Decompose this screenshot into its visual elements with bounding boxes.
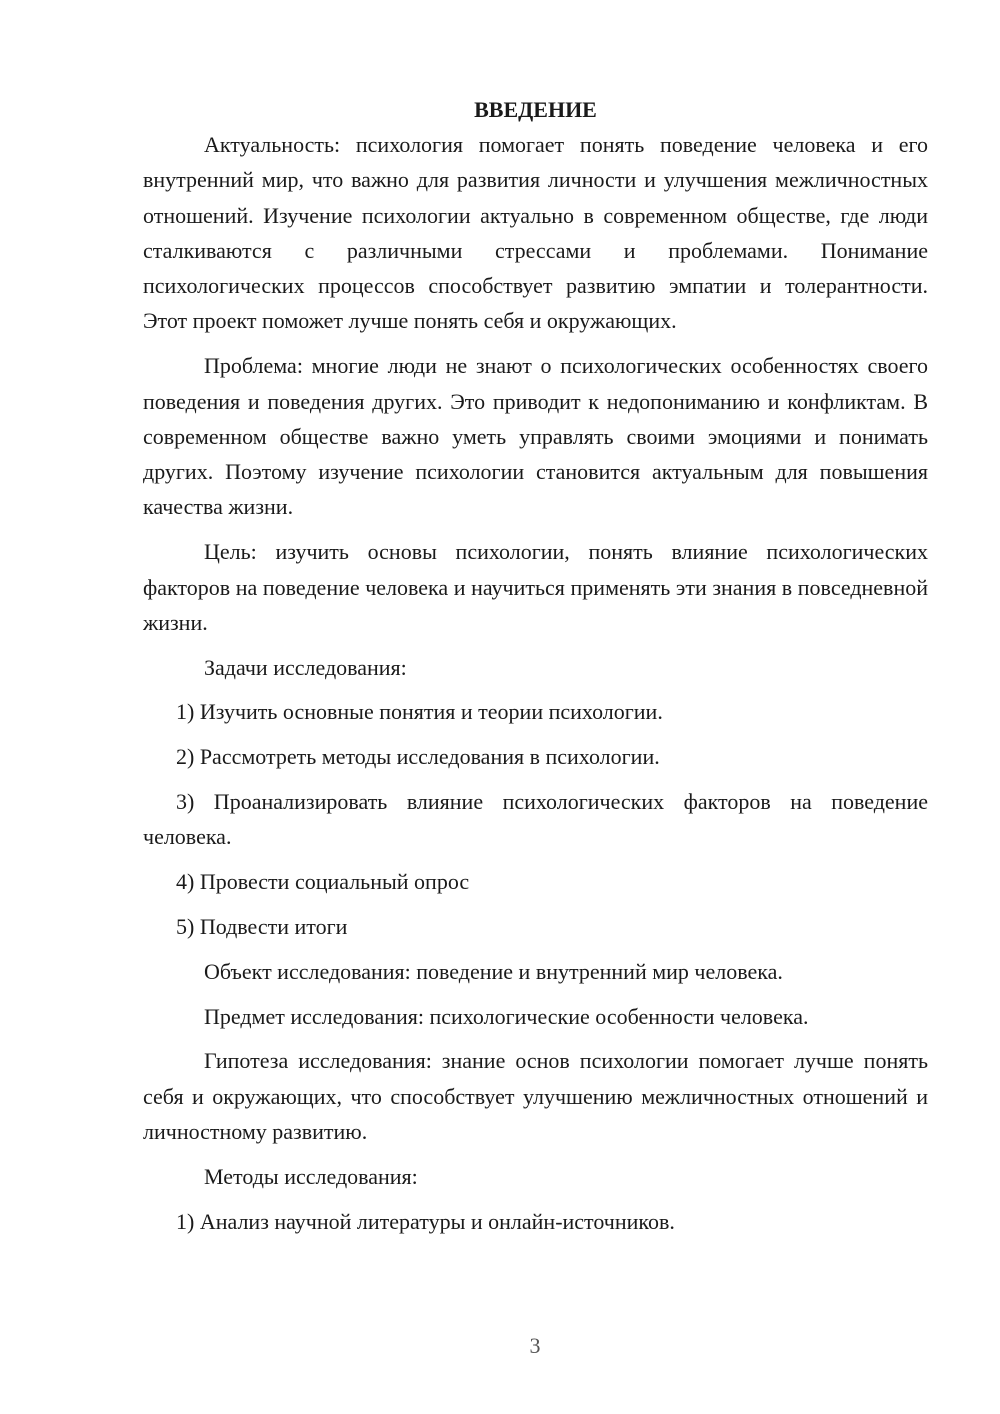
task-item: 3) Проанализировать влияние психологических факторов на поведение человека. [143,789,928,850]
subject-paragraph: Предмет исследования: психологические особенности человека. [204,1003,809,1029]
hypothesis-paragraph: Гипотеза исследования: знание основ психологии помогает лучше понять себя и окружающих, что способствует улучшению межличностных отношений и личностному развитию. [143,1048,928,1144]
methods-heading: Методы исследования: [204,1163,418,1189]
task-item: 2) Рассмотреть методы исследования в психологии. [176,744,660,770]
page-number: 3 [529,1333,541,1358]
task-item: 1) Изучить основные понятия и теории психологии. [176,699,663,725]
document-page [143,92,928,1248]
object-paragraph: Объект исследования: поведение и внутренний мир человека. [204,958,783,984]
goal-paragraph: Цель: изучить основы психологии, понять влияние психологических факторов на поведение человека и научиться применять эти знания в повседневной жизни. [143,539,928,635]
section-title: ВВЕДЕНИЕ [474,97,597,122]
relevance-paragraph: Актуальность: психология помогает понять поведение человека и его внутренний мир, что важно для развития личности и улучшения межличностных отношений. Изучение психологии актуально в современном обществе, где люди сталкиваются с различными стрессами и проблемами. Понимание психологических процессов способствует развитию эмпатии и толерантности. Этот проект поможет лучше понять себя и окружающих. [143,132,928,334]
method-item: 1) Анализ научной литературы и онлайн-источников. [176,1208,675,1234]
tasks-heading: Задачи исследования: [204,654,407,680]
task-item: 5) Подвести итоги [176,913,348,939]
task-item: 4) Провести социальный опрос [176,869,470,895]
problem-paragraph: Проблема: многие люди не знают о психологических особенностях своего поведения и поведения других. Это приводит к недопониманию и конфликтам. В современном обществе важно уметь управлять своими эмоциями и понимать других. Поэтому изучение психологии становится актуальным для повышения качества жизни. [143,353,928,520]
